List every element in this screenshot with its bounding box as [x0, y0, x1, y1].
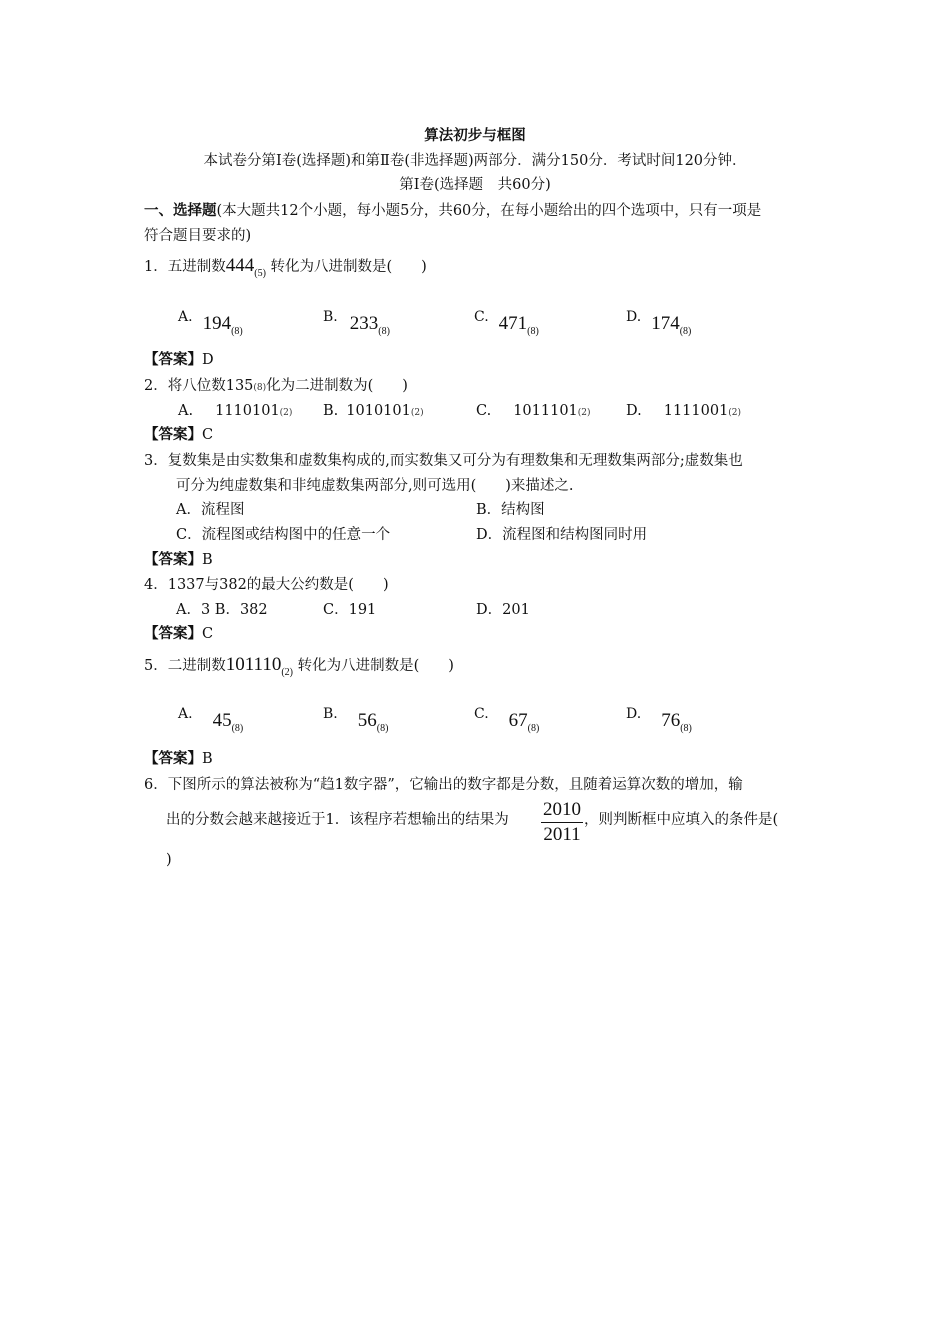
q5-option-b: B. $56_{(8)}$	[323, 706, 389, 734]
q5-option-d: D. $76_{(8)}$	[626, 706, 692, 734]
fraction-denominator: 2011	[543, 824, 581, 845]
q2-option-b: B. 1010101(2)	[323, 403, 424, 419]
q5-answer: 【答案】B	[144, 750, 213, 767]
q1-tail: 转化为八进制数是( )	[270, 259, 427, 275]
q3-option-c: C．流程图或结构图中的任意一个	[176, 527, 391, 543]
question-1	[144, 253, 427, 287]
q2-option-d: D. 1111001(2)	[626, 403, 742, 419]
q4-answer: 【答案】C	[144, 625, 214, 642]
question-6-line2a: 出的分数会越来越接近于1．该程序若想输出的结果为	[166, 812, 509, 828]
question-3-line2: 可分为纯虚数集和非纯虚数集两部分,则可选用( )来描述之.	[176, 478, 574, 494]
question-2: 2．将八位数135(8)化为二进制数为( )	[144, 378, 408, 394]
section-desc: (本大题共12个小题，每小题5分，共60分，在每小题给出的四个选项中，只有一项是	[216, 203, 762, 219]
exam-intro: 本试卷分第Ⅰ卷(选择题)和第Ⅱ卷(非选择题)两部分．满分150分．考试时间120分钟．	[203, 153, 747, 169]
q1-option-c: C. $471_{(8)}$	[474, 309, 539, 337]
q2-option-c: C. 1011101(2)	[476, 403, 591, 419]
q5-number: 101110	[225, 654, 282, 675]
q1-option-a: A. $194_{(8)}$	[178, 309, 243, 337]
q3-option-b: B．结构图	[476, 502, 545, 518]
q2-answer: 【答案】C	[144, 426, 214, 443]
q3-answer: 【答案】B	[144, 551, 213, 568]
part-one-heading: 第Ⅰ卷(选择题 共60分)	[399, 177, 551, 193]
q4-option-d: D．201	[476, 602, 530, 618]
q3-option-a: A．流程图	[176, 502, 245, 518]
q1-prefix: 1．五进制数	[144, 259, 226, 275]
q1-option-d: D. $174_{(8)}$	[626, 309, 692, 337]
q6-fraction	[541, 799, 583, 846]
section-title: 一、选择题	[144, 202, 217, 219]
question-5: 5．二进制数$101110_{(2)}$ 转化为八进制数是( )	[144, 654, 454, 678]
q4-option-ab: A．3 B．382	[176, 602, 268, 618]
q4-option-c: C．191	[323, 602, 377, 618]
question-3-line1: 3．复数集是由实数集和虚数集构成的,而实数集又可分为有理数集和无理数集两部分;虚数集也	[144, 453, 743, 469]
q1-number: 444	[225, 255, 255, 276]
question-4: 4．1337与382的最大公约数是( )	[144, 577, 389, 593]
q1-answer: 【答案】D	[144, 351, 214, 368]
section-desc-cont: 符合题目要求的)	[144, 228, 252, 244]
q1-base: (5)	[254, 268, 266, 279]
q5-option-a: A. $45_{(8)}$	[178, 706, 244, 734]
question-6-line1: 6．下图所示的算法被称为“趋1数字器”，它输出的数字都是分数，且随着运算次数的增加，输	[144, 777, 743, 793]
question-6-line2b: ，则判断框中应填入的条件是(	[584, 812, 779, 828]
fraction-bar	[541, 822, 583, 823]
fraction-numerator: 2010	[543, 799, 581, 820]
question-6-line3: )	[166, 852, 172, 868]
page-title: 算法初步与框图	[424, 127, 526, 144]
q2-option-a: A. 1110101(2)	[178, 403, 293, 419]
section-header	[144, 201, 761, 221]
q1-option-b: B. $233_{(8)}$	[323, 309, 390, 337]
q3-option-d: D．流程图和结构图同时用	[476, 527, 648, 543]
q5-option-c: C. $67_{(8)}$	[474, 706, 540, 734]
